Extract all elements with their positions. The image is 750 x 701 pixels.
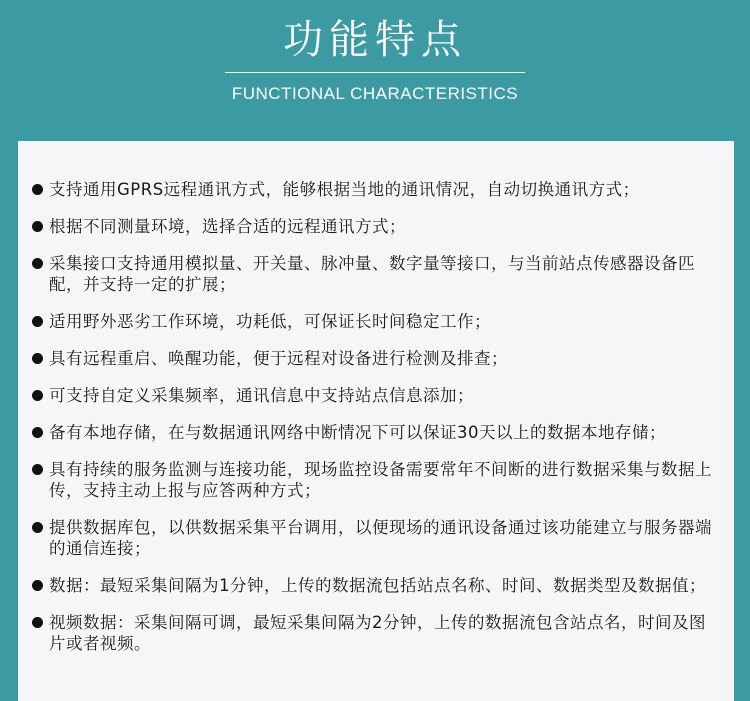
feature-text: 数据：最短采集间隔为1分钟，上传的数据流包括站点名称、时间、数据类型及数据值；	[49, 576, 706, 595]
feature-text: 根据不同测量环境，选择合适的远程通讯方式；	[49, 217, 406, 236]
bullet-icon	[32, 580, 43, 591]
feature-text: 视频数据：采集间隔可调，最短采集间隔为2分钟，上传的数据流包含站点名，时间及图片或者视频。	[49, 613, 706, 653]
bullet-icon	[32, 427, 43, 438]
bullet-icon	[32, 617, 43, 628]
bullet-icon	[32, 390, 43, 401]
feature-text: 采集接口支持通用模拟量、开关量、脉冲量、数字量等接口，与当前站点传感器设备匹配，并支持一定的扩展；	[49, 254, 695, 294]
feature-text: 提供数据库包，以供数据采集平台调用，以便现场的通讯设备通过该功能建立与服务器端的通信连接；	[49, 518, 712, 558]
bullet-icon	[32, 464, 43, 475]
bullet-icon	[32, 316, 43, 327]
feature-item	[32, 348, 720, 369]
feature-item	[32, 517, 720, 559]
bullet-icon	[32, 522, 43, 533]
feature-text: 具有远程重启、唤醒功能，便于远程对设备进行检测及排查；	[49, 349, 508, 368]
feature-text: 备有本地存储，在与数据通讯网络中断情况下可以保证30天以上的数据本地存储；	[49, 423, 666, 442]
feature-item	[32, 253, 720, 295]
feature-item	[32, 422, 720, 443]
page-title: 功能特点	[283, 17, 467, 63]
header	[0, 0, 750, 135]
feature-item	[32, 216, 720, 237]
bullet-icon	[32, 221, 43, 232]
feature-item	[32, 179, 720, 200]
bullet-icon	[32, 184, 43, 195]
page-subtitle: FUNCTIONAL CHARACTERISTICS	[231, 84, 519, 103]
feature-text: 支持通用GPRS远程通讯方式，能够根据当地的通讯情况，自动切换通讯方式；	[49, 180, 640, 199]
feature-text: 适用野外恶劣工作环境，功耗低，可保证长时间稳定工作；	[49, 312, 491, 331]
feature-item	[32, 459, 720, 501]
feature-text: 具有持续的服务监测与连接功能，现场监控设备需要常年不间断的进行数据采集与数据上传，支持主动上报与应答两种方式；	[49, 460, 712, 500]
title-divider	[225, 72, 525, 73]
feature-item	[32, 575, 720, 596]
feature-item	[32, 385, 720, 406]
feature-item	[32, 311, 720, 332]
feature-item	[32, 612, 720, 654]
bullet-icon	[32, 258, 43, 269]
features-panel	[18, 141, 734, 701]
bullet-icon	[32, 353, 43, 364]
feature-text: 可支持自定义采集频率，通讯信息中支持站点信息添加；	[49, 386, 474, 405]
